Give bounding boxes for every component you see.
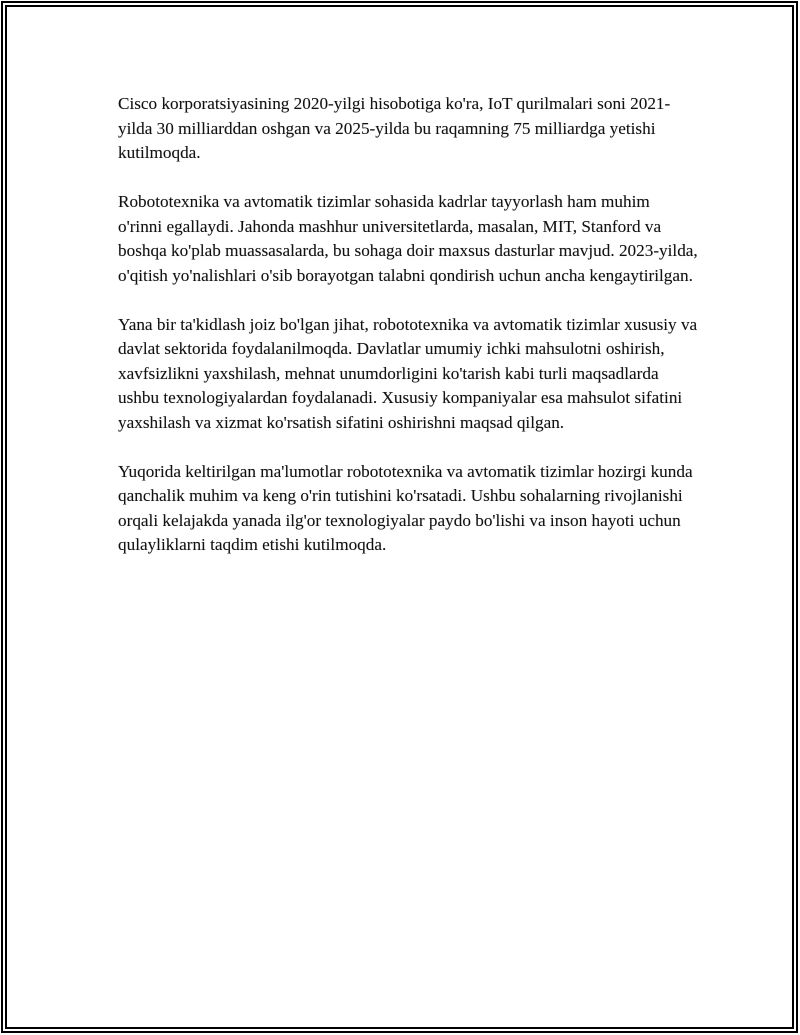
paragraph-training: Robototexnika va avtomatik tizimlar sohasida kadrlar tayyorlash ham muhim o'rinni egallaydi. Jahonda mashhur universitetlarda, masalan, MIT, Stanford va boshqa ko'plab muassasalarda, bu sohaga doir maxsus dasturlar mavjud. 2023-yilda, o'qitish yo'nalishlari o'sib borayotgan talabni qondirish uchun ancha kengaytirilgan.: [118, 192, 698, 285]
document-body: [118, 92, 698, 582]
paragraph-sectors: Yana bir ta'kidlash joiz bo'lgan jihat, robototexnika va avtomatik tizimlar xususiy va davlat sektorida foydalanilmoqda. Davlatlar umumiy ichki mahsulotni oshirish, xavfsizlikni yaxshilash, mehnat unumdorligini ko'tarish kabi turli maqsadlarda ushbu texnologiyalardan foydalanadi. Xususiy kompaniyalar esa mahsulot sifatini yaxshilash va xizmat ko'rsatish sifatini oshirishni maqsad qilgan.: [118, 314, 698, 432]
paragraph-iot-devices: Cisco korporatsiyasining 2020-yilgi hisobotiga ko'ra, IoT qurilmalari soni 2021-yilda 30 milliarddan oshgan va 2025-yilda bu raqamning 75 milliardga yetishi kutilmoqda.: [118, 94, 671, 162]
paragraph-conclusion: Yuqorida keltirilgan ma'lumotlar robototexnika va avtomatik tizimlar hozirgi kunda qanchalik muhim va keng o'rin tutishini ko'rsatadi. Ushbu sohalarning rivojlanishi orqali kelajakda yanada ilg'or texnologiyalar paydo bo'lishi va inson hayoti uchun qulayliklarni taqdim etishi kutilmoqda.: [118, 461, 693, 554]
